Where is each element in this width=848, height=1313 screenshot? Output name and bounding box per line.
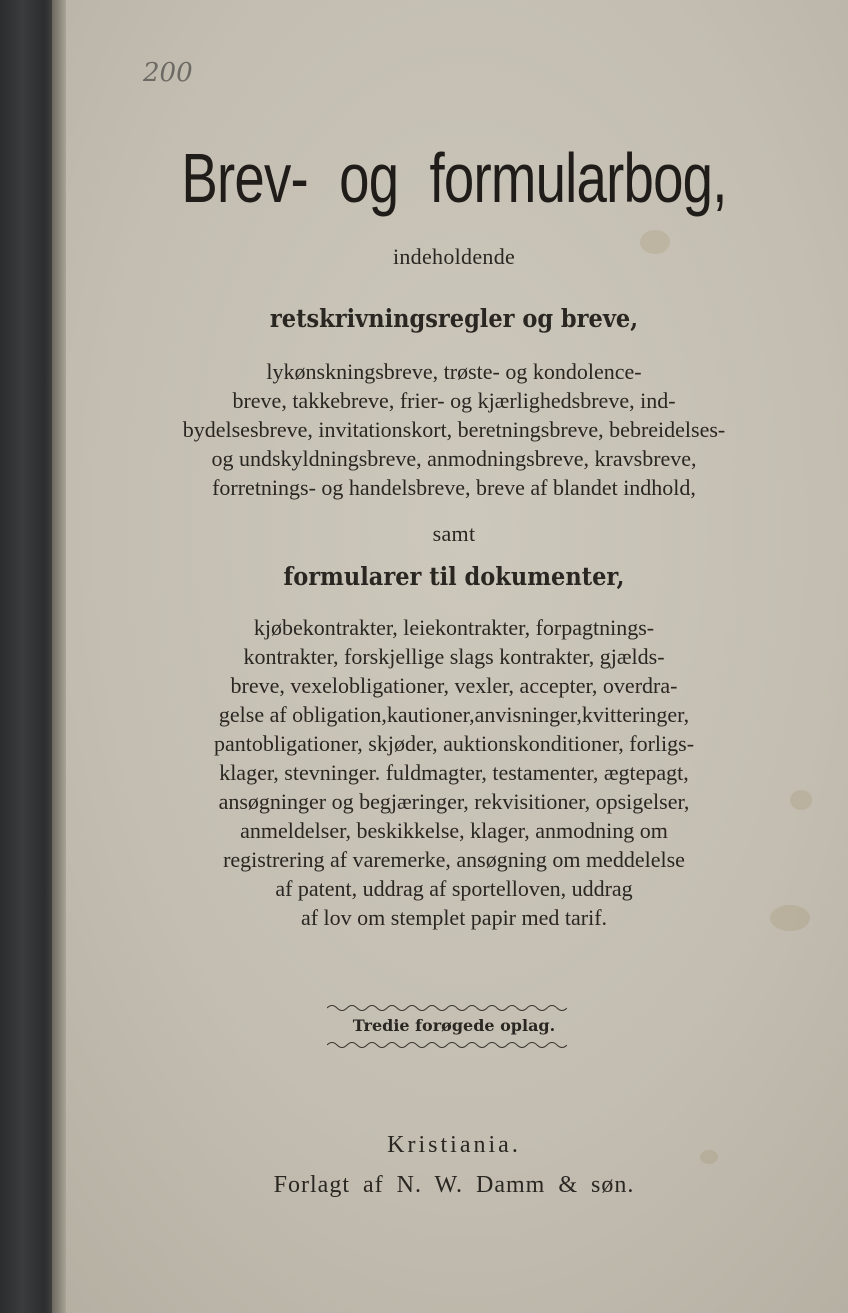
text-line: pantobligationer, skjøder, auktionskonditioner, forligs- (213, 731, 695, 756)
publication-place: Kristiania. (387, 1132, 521, 1158)
edition-note: Tredie forøgede oplag. (352, 1016, 556, 1035)
section2-heading: formularer til dokumenter, (283, 562, 625, 591)
handwritten-note: 200 (143, 58, 193, 88)
text-line: forretnings- og handelsbreve, breve af blandet indhold, (212, 475, 696, 500)
publisher: Forlagt af N. W. Damm & søn. (273, 1172, 635, 1198)
text-line: klager, stevninger. fuldmagter, testamenter, ægtepagt, (219, 760, 689, 785)
text-line: kontrakter, forskjellige slags kontrakter, gjælds- (243, 644, 665, 669)
subtitle-intro: indeholdende (392, 244, 516, 269)
ornament-rule-bottom (327, 1040, 567, 1050)
text-line: breve, vexelobligationer, vexler, accepter, overdra- (230, 673, 678, 698)
text-line: anmeldelser, beskikkelse, klager, anmodning om (240, 818, 668, 843)
section2-text (60, 613, 848, 932)
text-line: lykønskningsbreve, trøste- og kondolence- (266, 359, 642, 384)
conjunction: samt (432, 521, 476, 546)
section1-heading: retskrivningsregler og breve, (269, 304, 639, 333)
text-line: af lov om stemplet papir med tarif. (300, 905, 608, 930)
book-spine (0, 0, 56, 1313)
text-line: gelse af obligation,kautioner,anvisninger,kvitteringer, (218, 702, 690, 727)
book-title (147, 138, 762, 218)
text-line: ansøgninger og begjæringer, rekvisitioner, opsigelser, (218, 789, 690, 814)
title-word: og (339, 139, 399, 217)
text-line: breve, takkebreve, frier- og kjærlighedsbreve, ind- (232, 388, 676, 413)
title-word: Brev- (181, 139, 308, 217)
text-line: af patent, uddrag af sportelloven, uddrag (275, 876, 633, 901)
text-line: registrering af varemerke, ansøgning om meddelelse (223, 847, 685, 872)
ornament-rule-top (327, 1003, 567, 1013)
section1-text (60, 357, 848, 502)
text-line: bydelsesbreve, invitationskort, beretningsbreve, bebreidelses- (182, 417, 726, 442)
text-line: kjøbekontrakter, leiekontrakter, forpagtnings- (253, 615, 655, 640)
title-word: formularbog, (429, 139, 727, 217)
text-line: og undskyldningsbreve, anmodningsbreve, kravsbreve, (211, 446, 697, 471)
